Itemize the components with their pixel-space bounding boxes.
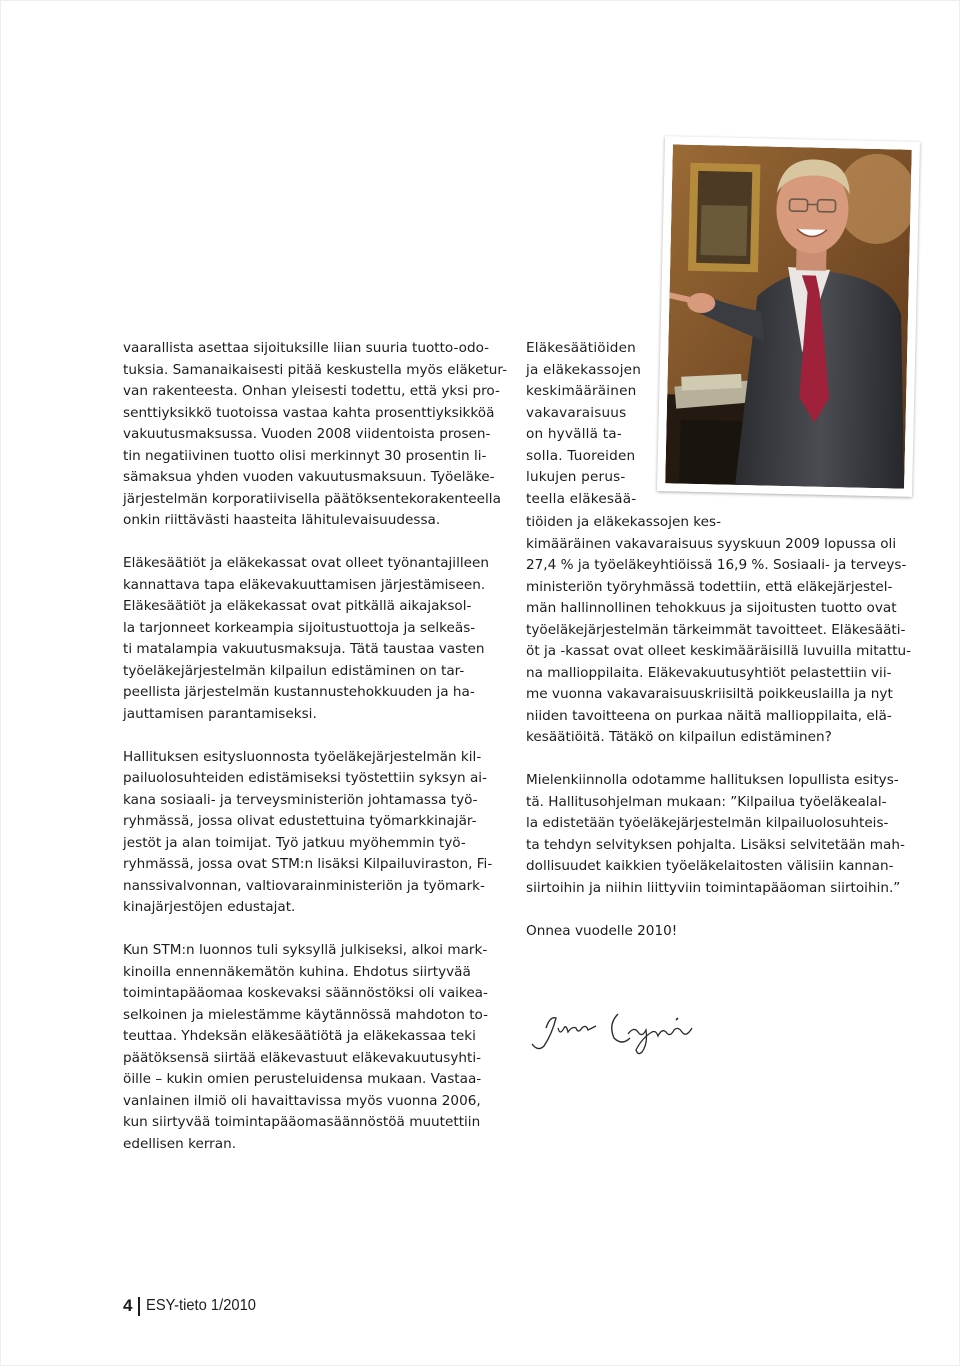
text-line: tuksia. Samanaikaisesti pitää keskustella myös eläketur- (123, 361, 507, 378)
text-line: kimääräinen vakavaraisuus syyskuun 2009 lopussa oli (526, 535, 897, 552)
portrait-photo-frame (657, 136, 920, 497)
text-line: vaarallista asettaa sijoituksille liian suuria tuotto-odo- (123, 340, 490, 356)
closing-greeting (526, 921, 916, 943)
text-line: tin negatiivinen tuotto olisi merkinnyt 30 prosentin li- (123, 447, 487, 464)
right-column (526, 512, 916, 964)
text-line: lukujen perus- (526, 469, 626, 485)
text-line: ti matalampia vakuutusmaksuja. Tätä taustaa vasten (123, 641, 485, 657)
text-line: onkin riittävästi haasteita lähitulevaisuudessa. (123, 512, 441, 528)
text-line: kana sosiaali- ja terveysministeriön johtamassa työ- (123, 791, 478, 808)
text-line: on hyvällä ta- (526, 426, 622, 442)
text-line: na mallioppilaita. Eläkevakuutusyhtiöt pelastettiin vii- (526, 664, 892, 681)
text-line: Kun STM:n luonnos tuli syksyllä julkiseksi, alkoi mark- (123, 942, 488, 958)
text-line: päätöksensä siirtää eläkevastuut eläkevakuutusyhti- (123, 1049, 482, 1066)
page-footer (123, 1296, 265, 1316)
text-line: jauttamisen parantamiseksi. (123, 705, 317, 722)
text-line: siirtoihin ja niihin liittyviin toimintapääoman siirtoihin.” (526, 879, 901, 896)
text-line: kun siirtyvää toimintapääomasäännöstöä muutettiin (123, 1114, 481, 1130)
text-line: keskimääräinen (526, 383, 637, 399)
text-line: la edistetään työeläkejärjestelmän kilpailuolosuhteis- (526, 815, 889, 831)
publication-issue: ESY-tieto 1/2010 (145, 1297, 256, 1314)
text-line: män hallinnollinen tehokkuus ja sijoitusten tuotto ovat (526, 600, 897, 616)
text-line: öt ja -kassat ovat olleet keskimääräisillä luvuilla mitattu- (526, 643, 912, 659)
paragraph-6 (526, 770, 916, 899)
text-line: kesäätiöitä. Tätäkö on kilpailun edistäminen? (526, 729, 832, 745)
text-line: sämaksua yhden vuoden vakuutusmaksuun. Työeläke- (123, 469, 495, 485)
text-line: nanssivalvonnan, valtiovarainministeriön ja työmark- (123, 877, 485, 894)
text-line: teuttaa. Yhdeksän eläkesäätiötä ja eläkekassaa teki (123, 1028, 476, 1044)
text-line: öille – kukin omien perusteluidensa mukaan. Vastaa- (123, 1071, 482, 1087)
text-line: kinoilla ennennäkemätön kuhina. Ehdotus siirtyvää (123, 963, 471, 980)
text-line: ryhmässä, jossa olivat edustettuina työmarkkinajär- (123, 813, 477, 829)
text-line: työeläkejärjestelmän tärkeimmät tavoitteet. Eläkesääti- (526, 621, 906, 638)
paragraph-3 (123, 747, 513, 919)
text-line: tiöiden ja eläkekassojen kes- (526, 514, 722, 530)
paragraph-1 (123, 338, 513, 532)
text-line: Eläkesäätiöt ja eläkekassat ovat pitkällä aikajaksol- (123, 598, 472, 614)
portrait-photo (665, 144, 912, 488)
right-column-narrow (526, 338, 646, 510)
text-line: ryhmässä, jossa ovat STM:n lisäksi Kilpailuviraston, Fi- (123, 856, 493, 872)
text-line: Onnea vuodelle 2010! (526, 922, 678, 939)
text-line: van rakenteesta. Onhan yleisesti todettu, että yksi pro- (123, 383, 500, 399)
paragraph-5 (526, 512, 916, 749)
text-line: ja eläkekassojen (526, 361, 642, 378)
text-line: niiden tavoitteena on purkaa näitä mallioppilaita, elä- (526, 707, 892, 724)
text-line: dollisuudet kaikkien työeläkelaitosten välisiin kannan- (526, 858, 894, 874)
text-line: Hallituksen esitysluonnosta työeläkejärjestelmän kil- (123, 748, 482, 765)
text-line: teella eläkesää- (526, 490, 637, 507)
text-line: me vuonna vakavaraisuuskriisiltä poikkeuslailla ja nyt (526, 686, 893, 702)
text-line: vakavaraisuus (526, 404, 627, 421)
page-number: 4 (123, 1296, 133, 1315)
text-line: ta tehdyn selvityksen pohjalta. Lisäksi selvitetään mah- (526, 836, 905, 853)
text-line: Eläkesäätiöt ja eläkekassat ovat olleet työnantajilleen (123, 555, 489, 571)
text-line: toimintapääomaa koskevaksi säännöstöksi oli vaikea- (123, 985, 488, 1001)
text-line: työeläkejärjestelmän kilpailun edistäminen on tar- (123, 662, 465, 679)
text-line: vanlainen ilmiö oli havaittavissa myös vuonna 2006, (123, 1092, 481, 1109)
text-line: peellista järjestelmän kustannustehokkuuden ja ha- (123, 684, 475, 700)
text-line: Mielenkiinnolla odotamme hallituksen lopullista esitys- (526, 772, 899, 788)
text-line: selkoinen ja mielestämme käytännössä mahdoton to- (123, 1006, 489, 1023)
text-line: pailuolosuhteiden edistämiseksi työstettiin syksyn ai- (123, 770, 487, 786)
text-line: senttiyksikkö tuotoissa vastaa kahta prosenttiyksikköä (123, 404, 495, 421)
text-line: kinajärjestöjen edustajat. (123, 899, 296, 915)
text-line: Eläkesäätiöiden (526, 340, 636, 356)
text-line: jestöt ja alan toimijat. Työ jatkuu myöhemmin työ- (123, 834, 466, 851)
text-line: 27,4 % ja työeläkeyhtiöissä 16,9 %. Sosiaali- ja terveys- (526, 557, 907, 573)
portrait-illustration (665, 144, 912, 488)
text-line: ministeriön työryhmässä todettiin, että eläkejärjestel- (526, 578, 893, 595)
footer-divider (138, 1297, 140, 1316)
text-line: edellisen kerran. (123, 1135, 237, 1152)
signature (526, 998, 706, 1058)
text-line: kannattava tapa eläkevakuuttamisen järjestämiseen. (123, 576, 486, 593)
text-line: järjestelmän korporatiivisella päätöksentekorakenteella (123, 490, 501, 507)
text-line: tä. Hallitusohjelman mukaan: ”Kilpailua työeläkealal- (526, 793, 887, 810)
text-line: la tarjonneet korkeampia sijoitustuottoja ja selkeäs- (123, 619, 476, 636)
paragraph-2 (123, 553, 513, 725)
text-line: solla. Tuoreiden (526, 447, 636, 464)
left-column (123, 338, 513, 1177)
text-line: vakuutusmaksussa. Vuoden 2008 viidentoista prosen- (123, 426, 491, 442)
paragraph-4 (123, 940, 513, 1155)
